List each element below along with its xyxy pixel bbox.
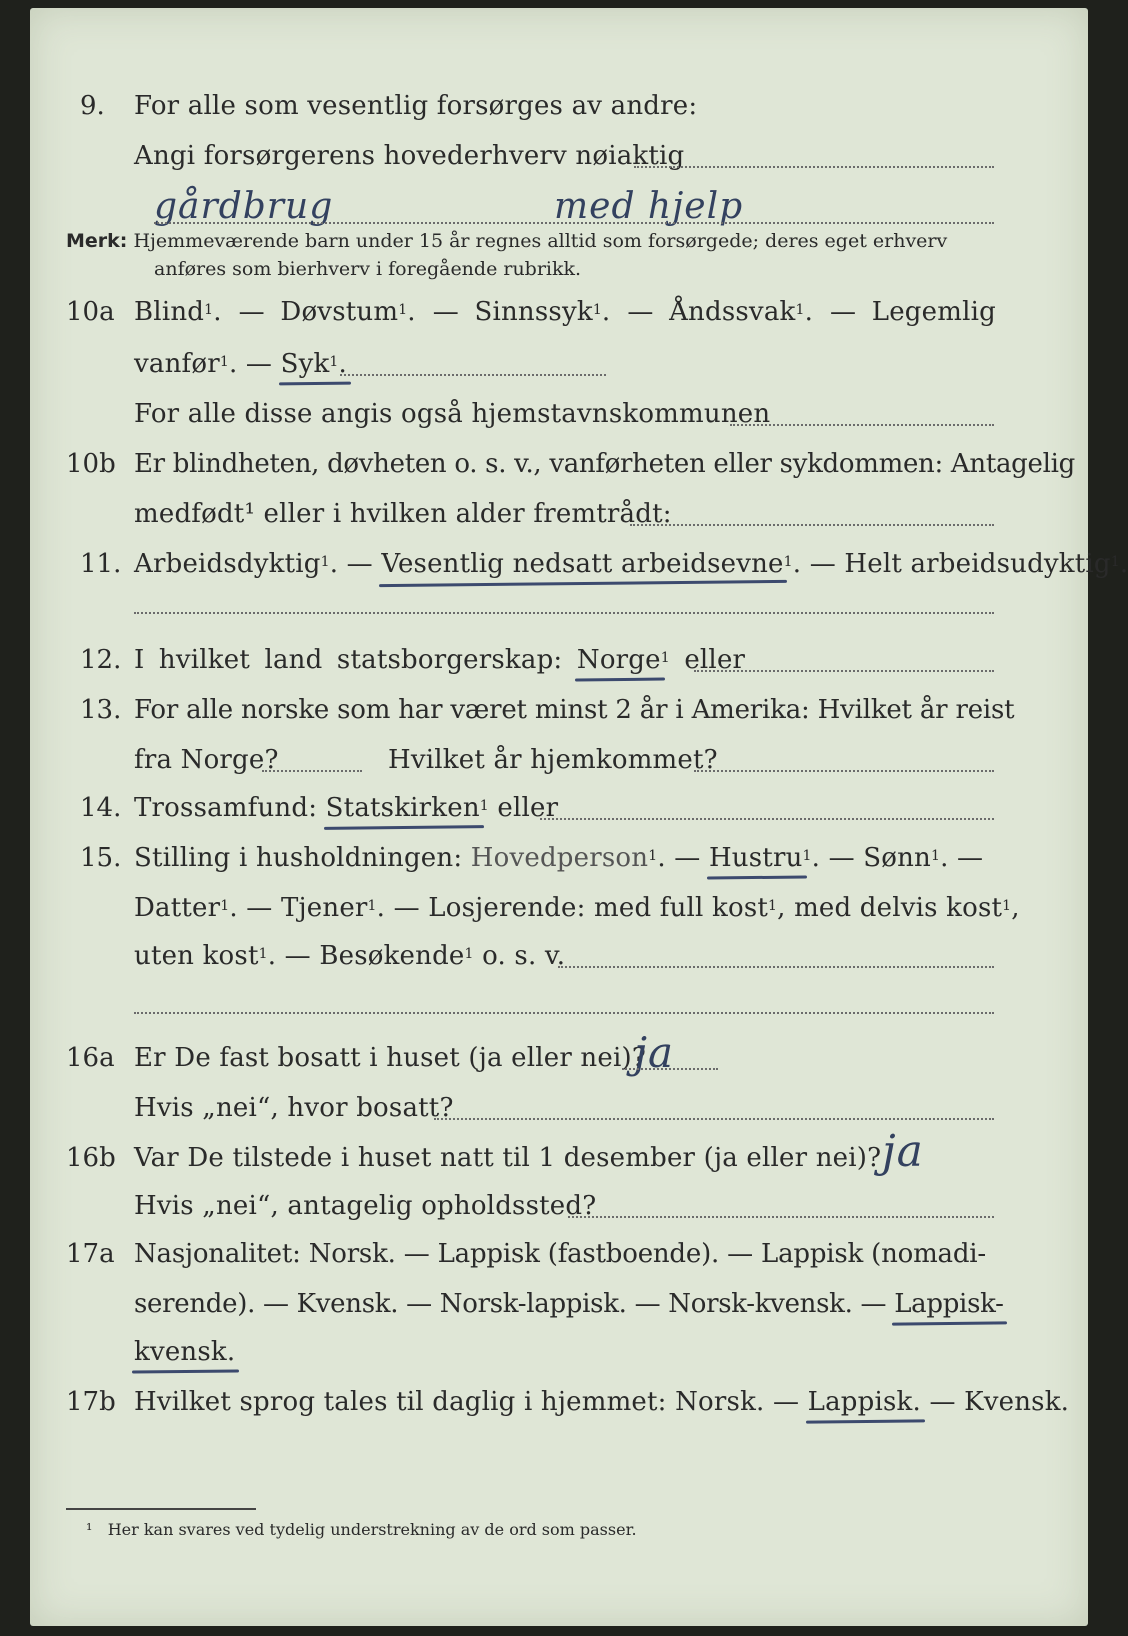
q13-line1: For alle norske som har været minst 2 år i Amerika: Hvilket år reist [134,695,1015,725]
q14-line: Trossamfund: Statskirken$^1$ eller [134,793,559,823]
q16b-line1: Var De tilstede i huset natt til 1 desember (ja eller nei)? [134,1143,882,1173]
option-sonn: Sønn [863,843,932,873]
q15-osv: o. s. v. [482,941,566,971]
footnote-divider [66,1508,256,1510]
option-tjener: Tjener [280,893,368,923]
q17a-line2 [134,1288,1004,1320]
q16a-number: 16a [66,1043,115,1073]
q10a-fill-line [340,374,606,376]
q16a-line2: Hvis „nei“, hvor bosatt? [134,1093,454,1123]
q12-suffix: eller [684,645,746,675]
option-full-kost: med full kost [594,893,769,923]
merk-line1: Hjemmeværende barn under 15 år regnes alltid som forsørgede; deres eget erhverv [133,230,948,252]
q16b-handwritten-answer: ja [882,1126,924,1177]
q11-number: 11. [80,549,122,579]
q9-fill-line [634,166,994,168]
option-besokende: Besøkende [319,941,465,971]
q9-line2: Angi forsørgerens hovederhverv nøiaktig [134,141,685,171]
q13-hjemkommet-fill [694,770,994,772]
q10b-line2: medfødt¹ eller i hvilken alder fremtrådt: [134,499,672,529]
q17b-prefix: Hvilket sprog tales til daglig i hjemmet: Norsk. — [134,1387,800,1417]
option-helt-udyktig: Helt arbeidsudyktig [844,549,1111,579]
q13-line2a: fra Norge? [134,745,279,775]
q10b-number: 10b [66,449,116,479]
q16a-line1: Er De fast bosatt i huset (ja eller nei)? [134,1043,646,1073]
q16b-number: 16b [66,1143,116,1173]
q10a-line2: vanfør$^1$. — Syk$^1$. [134,349,347,379]
option-arbeidsdyktig: Arbeidsdyktig [134,549,321,579]
q14-fill-line [540,818,994,820]
option-syk-underlined: Syk$^1$. [280,349,347,379]
q9-answer-line [154,222,994,224]
q11-fill-line [134,612,994,614]
q13-reist-fill [262,770,362,772]
q16a-fill-line [622,1068,718,1070]
option-hustru-underlined: Hustru [708,843,803,873]
option-andssvak: Åndssvak [669,297,796,327]
option-lappisk-kvensk-underlined-2: kvensk. [134,1337,236,1367]
q10b-fill-line [630,524,994,526]
q14-prefix: Trossamfund: [134,793,318,823]
option-delvis-kost: med delvis kost [794,893,1003,923]
option-sinnssyk: Sinnssyk [474,297,593,327]
q17a-line3 [134,1336,235,1368]
q17a-line1: Nasjonalitet: Norsk. — Lappisk (fastboende). — Lappisk (nomadi- [134,1239,986,1269]
q12-fill-line [694,670,994,672]
q17b-suffix: — Kvensk. [929,1387,1070,1417]
option-legemlig: Legemlig [871,297,996,327]
q12-prefix: I hvilket land statsborgerskap: [134,645,563,675]
option-norge-underlined: Norge [576,645,661,675]
q10a-number: 10a [66,297,115,327]
option-lappisk-kvensk-underlined: Lappisk- [894,1289,1004,1319]
census-form-sheet [30,8,1128,1626]
q14-number: 14. [80,793,122,823]
option-blind: Blind [134,297,205,327]
option-statskirken-underlined: Statskirken [325,793,480,823]
q13-number: 13. [80,695,122,725]
option-vesentlig-nedsatt-underlined: Vesentlig nedsatt arbeidsevne [381,549,784,579]
merk-label: Merk: [66,230,128,252]
q16a-bosatt-fill [434,1118,994,1120]
q15-losjerende: Losjerende: [428,893,586,923]
q17a-number: 17a [66,1239,115,1269]
q10a-line3: For alle disse angis også hjemstavnskommunen [134,399,771,429]
q15-fill-line [558,966,994,968]
option-hovedperson: Hovedperson [470,843,649,873]
q15-line1: Stilling i husholdningen: Hovedperson$^1$. — Hustru$^1$. — Sønn$^1$. — [134,843,984,873]
footnote-text: Her kan svares ved tydelig understrekning av de ord som passer. [107,1520,637,1539]
q9-number: 9. [80,91,105,121]
option-lappisk-underlined: Lappisk. [807,1387,921,1417]
q15-line2: Datter$^1$. — Tjener$^1$. — Losjerende: med full kost$^1$, med delvis kost$^1$, [134,893,1020,923]
option-uten-kost: uten kost [134,941,259,971]
q17a-line2-text: serende). — Kvensk. — Norsk-lappisk. — Norsk-kvensk. — [134,1289,887,1319]
q10a-hjemstavn-fill [730,424,994,426]
q9-line1: For alle som vesentlig forsørges av andre: [134,91,698,121]
q16a-handwritten-answer: ja [634,1028,675,1077]
q15-number: 15. [80,843,122,873]
footnote [86,1520,637,1539]
q10a-line1: Blind$^1$. — Døvstum$^1$. — Sinnssyk$^1$. — Åndssvak$^1$. — Legemlig [134,297,996,327]
q13-line2b: Hvilket år hjemkommet? [388,745,718,775]
option-vanfor: vanfør [134,349,220,379]
q16b-opholdssted-fill [568,1216,994,1218]
footnote-mark: ¹ [86,1520,93,1539]
q15-extra-fill [134,1012,994,1014]
q10b-line1: Er blindheten, døvheten o. s. v., vanførheten eller sykdommen: Antagelig [134,449,1075,479]
q15-prefix: Stilling i husholdningen: [134,843,463,873]
q9-handwritten-answer-1: gårdbrug [154,186,334,227]
merk-line2: anføres som bierhverv i foregående rubrikk. [154,258,582,280]
q17b-line [134,1386,1069,1418]
option-dovstum: Døvstum [280,297,399,327]
q11-line: Arbeidsdyktig$^1$. — Vesentlig nedsatt arbeidsevne$^1$. — Helt arbeidsudyktig$^1$. [134,549,1128,579]
q14-suffix: eller [497,793,559,823]
q16b-line2: Hvis „nei“, antagelig opholdssted? [134,1191,597,1221]
q9-handwritten-answer-2: med hjelp [554,186,744,227]
q17b-number: 17b [66,1387,116,1417]
q12-number: 12. [80,645,122,675]
q15-line3: uten kost$^1$. — Besøkende$^1$ o. s. v. [134,941,566,971]
option-datter: Datter [134,893,221,923]
merk-note [66,228,947,254]
q12-line: I hvilket land statsborgerskap: Norge$^1$ eller [134,645,746,675]
